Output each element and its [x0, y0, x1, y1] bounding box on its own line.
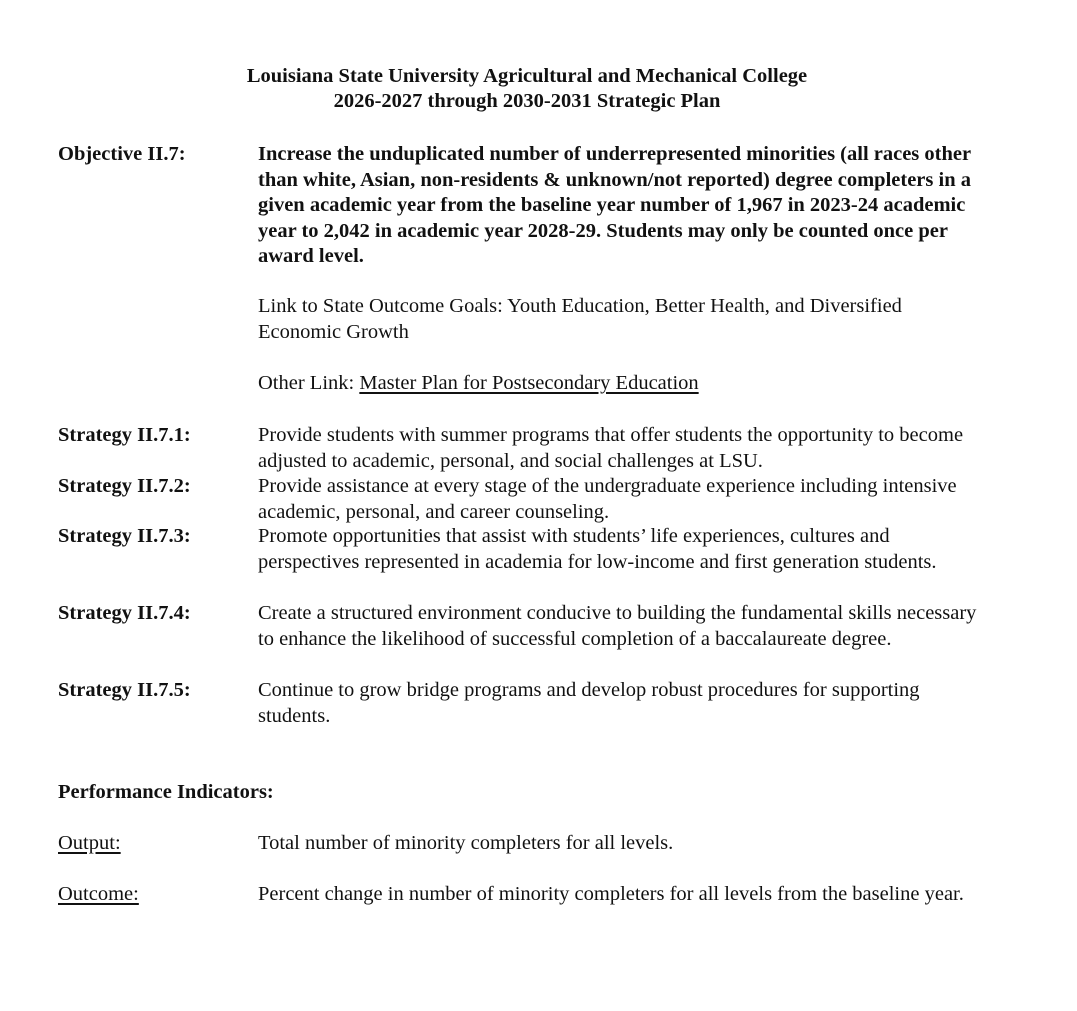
- other-link-prefix: Other Link:: [258, 372, 360, 394]
- strategy-text: Continue to grow bridge programs and develop robust procedures for supporting students.: [258, 679, 920, 727]
- master-plan-link[interactable]: Master Plan for Postsecondary Education: [359, 372, 699, 394]
- strategy-text: Create a structured environment conducive to building the fundamental skills necessary to enhance the likelihood of successful completion of a baccalaureate degree.: [258, 602, 977, 650]
- objective-label: Objective II.7:: [58, 143, 186, 165]
- objective-text: Increase the unduplicated number of underrepresented minorities (all races other than white, Asian, non-residents & unknown/not reported) degree completers in a given academic year from the baseline year number of 1,967 in 2023-24 academic year to 2,042 in academic year 2028-29. Students may only be counted once per award level.: [258, 143, 971, 267]
- state-outcome-goals: Link to State Outcome Goals: Youth Education, Better Health, and Diversified Economic Growth: [258, 295, 902, 343]
- strategy-text: Provide students with summer programs that offer students the opportunity to become adjusted to academic, personal, and social challenges at LSU.: [258, 424, 964, 472]
- output-text: Total number of minority completers for all levels.: [258, 832, 674, 854]
- document-header: [0, 64, 1054, 114]
- header-subtitle: 2026-2027 through 2030-2031 Strategic Plan: [333, 90, 721, 112]
- outcome-text: Percent change in number of minority completers for all levels from the baseline year.: [258, 883, 964, 905]
- strategy-text: Provide assistance at every stage of the undergraduate experience including intensive academic, personal, and career counseling.: [258, 475, 957, 523]
- strategy-label: Strategy II.7.2:: [58, 475, 191, 497]
- strategy-label: Strategy II.7.1:: [58, 424, 191, 446]
- strategy-text: Promote opportunities that assist with students’ life experiences, cultures and perspectives represented in academia for low-income and first generation students.: [258, 525, 937, 573]
- header-title: Louisiana State University Agricultural and Mechanical College: [246, 65, 808, 87]
- performance-indicators-title: Performance Indicators:: [58, 781, 274, 803]
- strategy-label: Strategy II.7.3:: [58, 525, 191, 547]
- other-link: [258, 371, 983, 397]
- strategy-label: Strategy II.7.4:: [58, 602, 191, 624]
- output-label: Output:: [58, 832, 121, 854]
- strategy-label: Strategy II.7.5:: [58, 679, 191, 701]
- outcome-label: Outcome:: [58, 883, 139, 905]
